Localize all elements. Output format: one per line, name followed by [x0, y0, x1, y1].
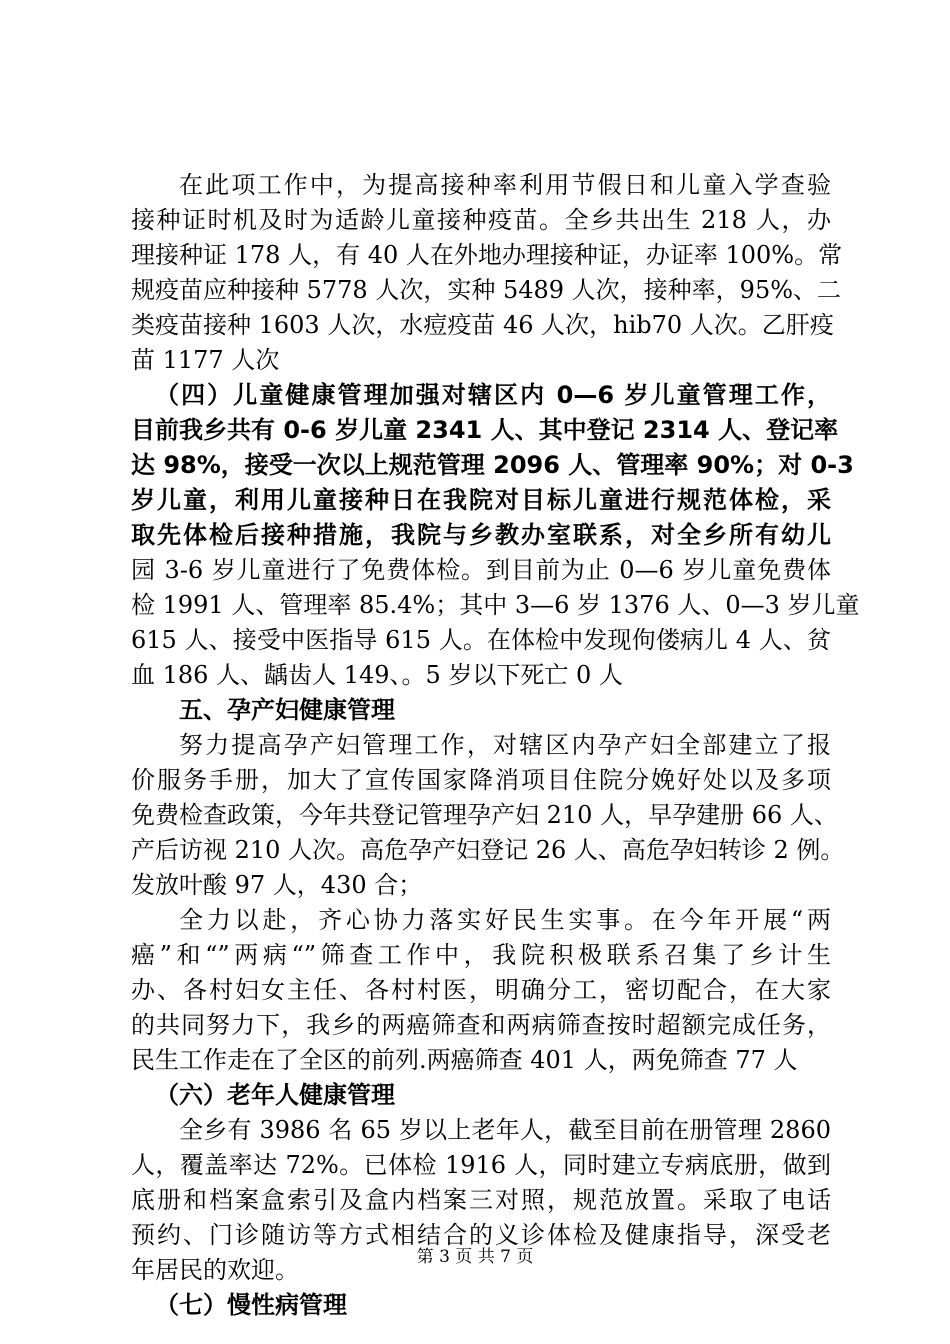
paragraph-elderly-line-4: 预约、门诊随访等方式相结合的义诊体检及健康指导，深受老 — [131, 1221, 831, 1249]
paragraph-maternal-line-5: 发放叶酸 97 人，430 合； — [131, 871, 423, 899]
paragraph-elderly-line-2: 人，覆盖率达 72%。已体检 1916 人，同时建立专病底册，做到 — [131, 1151, 831, 1179]
paragraph-vaccination-line-3: 理接种证 178 人，有 40 人在外地办理接种证，办证率 100%。常 — [131, 241, 843, 269]
paragraph-vaccination-line-5: 类疫苗接种 1603 人次，水痘疫苗 46 人次，hib70 人次。乙肝疫 — [131, 311, 834, 339]
section-heading-chronic-disease: （七）慢性病管理 — [155, 1291, 347, 1319]
paragraph-elderly-line-5: 年居民的欢迎。 — [131, 1256, 299, 1284]
paragraph-vaccination-line-2: 接种证时机及时为适龄儿童接种疫苗。全乡共出生 218 人，办 — [131, 206, 831, 234]
paragraph-maternal-line-1: 努力提高孕产妇管理工作，对辖区内孕产妇全部建立了报 — [179, 731, 831, 759]
paragraph-child-health-line-4: 岁儿童，利用儿童接种日在我院对目标儿童进行规范体检，采 — [131, 486, 831, 514]
paragraph-vaccination-line-6: 苗 1177 人次 — [131, 346, 280, 374]
section-heading-maternal-health: 五、孕产妇健康管理 — [179, 696, 395, 724]
paragraph-vaccination-line-1: 在此项工作中，为提高接种率利用节假日和儿童入学查验 — [179, 171, 831, 199]
paragraph-screening-line-3: 办、各村妇女主任、各村村医，明确分工，密切配合，在大家 — [131, 976, 831, 1004]
paragraph-screening-line-5: 民生工作走在了全区的前列.两癌筛查 401 人，两免筛查 77 人 — [131, 1046, 798, 1074]
document-body — [131, 168, 860, 1323]
paragraph-maternal-line-3: 免费检查政策，今年共登记管理孕产妇 210 人，早孕建册 66 人、 — [131, 801, 838, 829]
paragraph-child-health-line-7: 检 1991 人、管理率 85.4%；其中 3—6 岁 1376 人、0—3 岁儿童 — [131, 591, 860, 619]
page-footer: 第 3 页 共 7 页 — [416, 1247, 534, 1267]
paragraph-screening-line-1: 全力以赴，齐心协力落实好民生实事。在今年开展“两 — [179, 906, 831, 934]
paragraph-child-health-line-2: 目前我乡共有 0-6 岁儿童 2341 人、其中登记 2314 人、登记率 — [131, 416, 839, 444]
paragraph-elderly-line-1: 全乡有 3986 名 65 岁以上老年人，截至目前在册管理 2860 — [179, 1116, 831, 1144]
paragraph-child-health-line-3: 达 98%，接受一次以上规范管理 2096 人、管理率 90%；对 0-3 — [131, 451, 854, 479]
paragraph-child-health-line-5: 取先体检后接种措施，我院与乡教办室联系，对全乡所有幼儿 — [131, 521, 831, 549]
section-heading-elderly-health: （六）老年人健康管理 — [155, 1081, 395, 1109]
paragraph-maternal-line-2: 价服务手册，加大了宣传国家降消项目住院分娩好处以及多项 — [131, 766, 831, 794]
paragraph-maternal-line-4: 产后访视 210 人次。高危孕产妇登记 26 人、高危孕妇转诊 2 例。 — [131, 836, 845, 864]
paragraph-elderly-line-3: 底册和档案盒索引及盒内档案三对照，规范放置。采取了电话 — [131, 1186, 831, 1214]
paragraph-screening-line-4: 的共同努力下，我乡的两癌筛查和两病筛查按时超额完成任务， — [131, 1011, 831, 1039]
paragraph-vaccination-line-4: 规疫苗应种接种 5778 人次，实种 5489 人次，接种率，95%、二 — [131, 276, 842, 304]
paragraph-child-health-line-9: 血 186 人、龋齿人 149、。5 岁以下死亡 0 人 — [131, 661, 623, 689]
paragraph-child-health-line-1: （四）儿童健康管理加强对辖区内 0—6 岁儿童管理工作， — [155, 381, 831, 409]
paragraph-child-health-line-6: 园 3-6 岁儿童进行了免费体检。到目前为止 0—6 岁儿童免费体 — [131, 556, 831, 584]
paragraph-child-health-line-8: 615 人、接受中医指导 615 人。在体检中发现佝偻病儿 4 人、贫 — [131, 626, 831, 654]
paragraph-screening-line-2: 癌”和“”两病“”筛查工作中，我院积极联系召集了乡计生 — [131, 941, 831, 969]
